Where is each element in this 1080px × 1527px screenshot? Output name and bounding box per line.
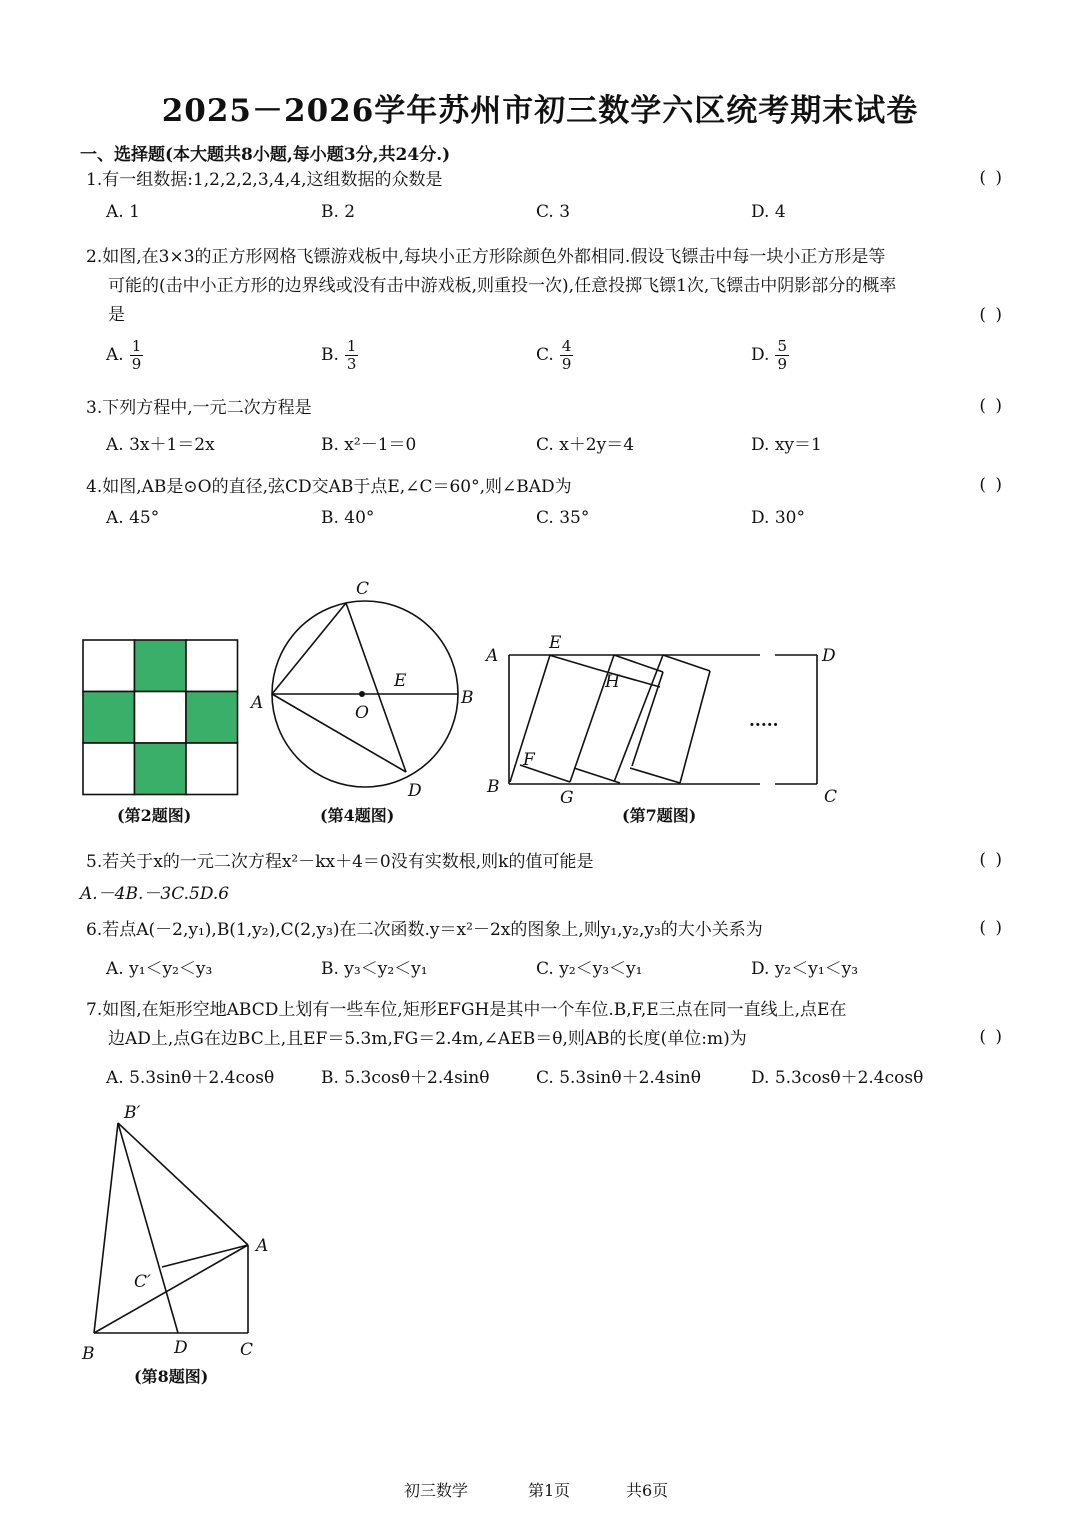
option-b: B. x²－1＝0: [321, 435, 417, 455]
label-o: O: [355, 703, 369, 723]
figure-7-caption: (第7题图): [622, 806, 697, 825]
options-q2: [106, 338, 1006, 378]
label-c: C: [356, 579, 370, 599]
fraction: [345, 338, 359, 373]
ellipsis: .....: [749, 711, 779, 731]
option-b: B. 40°: [321, 508, 375, 528]
label-b-prime: B′: [124, 1103, 141, 1123]
option-letter: C.: [536, 345, 554, 365]
question-number: 4.: [86, 477, 103, 497]
question-text: 如图,AB是⊙O的直径,弦CD交AB于点E,∠C＝60°,则∠BAD为: [102, 477, 572, 497]
option-letter: D.: [751, 345, 770, 365]
option-d: D. 4: [751, 202, 786, 222]
question-6: [86, 916, 1004, 945]
answer-bracket: ( ): [979, 305, 1004, 325]
label-d: D: [408, 781, 422, 801]
section-heading: 一、选择题(本大题共8小题,每小题3分,共24分.): [80, 145, 451, 165]
options-q6: [106, 954, 1006, 984]
question-4: [86, 473, 1004, 502]
denominator: 9: [131, 355, 142, 373]
label-c: C: [240, 1340, 254, 1360]
option-d: D. xy＝1: [751, 435, 822, 455]
question-number: 7.: [86, 1000, 103, 1020]
label-b: B: [461, 688, 474, 708]
label-d: D: [822, 646, 836, 666]
option-c: [536, 338, 573, 373]
option-letter: A.: [106, 345, 124, 365]
question-1: [86, 166, 1004, 195]
label-c: C: [824, 787, 838, 807]
question-number: 6.: [86, 920, 103, 940]
question-line-1: 如图,在3×3的正方形网格飞镖游戏板中,每块小正方形除颜色外都相同.假设飞镖击中每一块小正方形是等: [102, 247, 886, 267]
question-line-2: 边AD上,点G在边BC上,且EF＝5.3m,FG＝2.4m,∠AEB＝θ,则AB的长度(单位:m)为: [108, 1029, 747, 1049]
numerator: 1: [131, 337, 142, 355]
option-b: B. y₃＜y₂＜y₁: [321, 959, 428, 979]
option-c: C. x＋2y＝4: [536, 435, 635, 455]
option-c: C. 5.3sinθ＋2.4sinθ: [536, 1068, 701, 1088]
question-line-3: 是: [108, 305, 125, 325]
figure-8: [70, 1095, 310, 1365]
shaded-cell: [135, 743, 187, 795]
option-c: C. y₂＜y₃＜y₁: [536, 959, 643, 979]
question-line-2: 可能的(击中小正方形的边界线或没有击中游戏板,则重投一次),任意投掷飞镖1次,飞镖击中阴影部分的概率: [108, 276, 897, 296]
label-f: F: [523, 750, 535, 770]
question-text: 下列方程中,一元二次方程是: [102, 398, 312, 418]
option-c: C. 35°: [536, 508, 590, 528]
figure-4-caption: (第4题图): [320, 806, 395, 825]
question-number: 5.: [86, 852, 103, 872]
label-d: D: [174, 1338, 188, 1358]
label-g: G: [560, 788, 574, 808]
option-d: D. 5.3cosθ＋2.4cosθ: [751, 1068, 924, 1088]
numerator: 1: [346, 337, 357, 355]
question-number: 2.: [86, 247, 103, 267]
option-a: A. 5.3sinθ＋2.4cosθ: [106, 1068, 275, 1088]
figures-row: [0, 570, 1080, 810]
grid-cell: [83, 743, 135, 795]
center-point: [359, 691, 365, 697]
option-letter: B.: [321, 345, 339, 365]
label-a: A: [486, 646, 499, 666]
grid-cell: [83, 640, 135, 692]
figure-8-caption: (第8题图): [134, 1367, 209, 1386]
question-text: 若点A(－2,y₁),B(1,y₂),C(2,y₃)在二次函数.y＝x²－2x的图象上,则y₁,y₂,y₃的大小关系为: [102, 920, 763, 940]
question-2: [86, 243, 1004, 330]
shaded-cell: [186, 692, 238, 744]
footer-page: 第1页: [528, 1481, 571, 1500]
option-a: [106, 338, 143, 373]
label-c-prime: C′: [134, 1272, 151, 1292]
label-a: A: [251, 693, 264, 713]
option-a: A. 45°: [106, 508, 160, 528]
question-number: 3.: [86, 398, 103, 418]
answer-bracket: ( ): [979, 1027, 1004, 1047]
grid-cell: [186, 743, 238, 795]
dartboard-grid: [83, 640, 238, 795]
option-b: B. 2: [321, 202, 356, 222]
numerator: 4: [561, 337, 572, 355]
fraction: [130, 338, 144, 373]
question-text: 若关于x的一元二次方程x²－kx＋4＝0没有实数根,则k的值可能是: [102, 852, 594, 872]
grid-cell: [135, 692, 187, 744]
question-7: [86, 996, 1004, 1054]
label-b: B: [82, 1344, 95, 1364]
answer-bracket: ( ): [979, 168, 1004, 188]
options-q7: [106, 1063, 1006, 1093]
denominator: 3: [346, 355, 357, 373]
option-a: A. 3x＋1＝2x: [106, 435, 215, 455]
question-text: 有一组数据:1,2,2,2,3,4,4,这组数据的众数是: [102, 170, 443, 190]
numerator: 5: [777, 337, 787, 355]
options-q5: A.－4B.－3C.5D.6: [80, 884, 230, 904]
label-b: B: [487, 777, 500, 797]
denominator: 9: [777, 355, 787, 373]
label-h: H: [605, 672, 620, 692]
answer-bracket: ( ): [979, 396, 1004, 416]
answer-bracket: ( ): [979, 850, 1004, 870]
fraction: [775, 338, 789, 373]
option-a: A. 1: [106, 202, 140, 222]
label-e: E: [549, 633, 562, 653]
options-q3: [106, 430, 1006, 460]
footer-total: 共6页: [626, 1481, 669, 1500]
answer-bracket: ( ): [979, 918, 1004, 938]
footer-subject: 初三数学: [404, 1481, 469, 1500]
option-b: [321, 338, 358, 373]
denominator: 9: [561, 355, 572, 373]
option-d: D. 30°: [751, 508, 805, 528]
question-line-1: 如图,在矩形空地ABCD上划有一些车位,矩形EFGH是其中一个车位.B,F,E三点在同一直线上,点E在: [102, 1000, 847, 1020]
option-a: A. y₁＜y₂＜y₃: [106, 959, 213, 979]
options-q1: [106, 202, 1006, 232]
question-5: [86, 848, 1004, 877]
label-a: A: [256, 1236, 269, 1256]
question-number: 1.: [86, 170, 103, 190]
figure-2-caption: (第2题图): [117, 806, 192, 825]
shaded-cell: [83, 692, 135, 744]
option-c: C. 3: [536, 202, 571, 222]
options-q4: [106, 508, 1006, 538]
chord-ad: [272, 694, 406, 772]
option-d: D. y₂＜y₁＜y₃: [751, 959, 859, 979]
exam-title: 2025－2026学年苏州市初三数学六区统考期末试卷: [161, 93, 919, 129]
option-d: [751, 338, 789, 373]
fraction: [560, 338, 574, 373]
question-3: [86, 394, 1004, 423]
option-b: B. 5.3cosθ＋2.4sinθ: [321, 1068, 490, 1088]
label-e: E: [394, 671, 407, 691]
grid-cell: [186, 640, 238, 692]
shaded-cell: [135, 640, 187, 692]
answer-bracket: ( ): [979, 475, 1004, 495]
